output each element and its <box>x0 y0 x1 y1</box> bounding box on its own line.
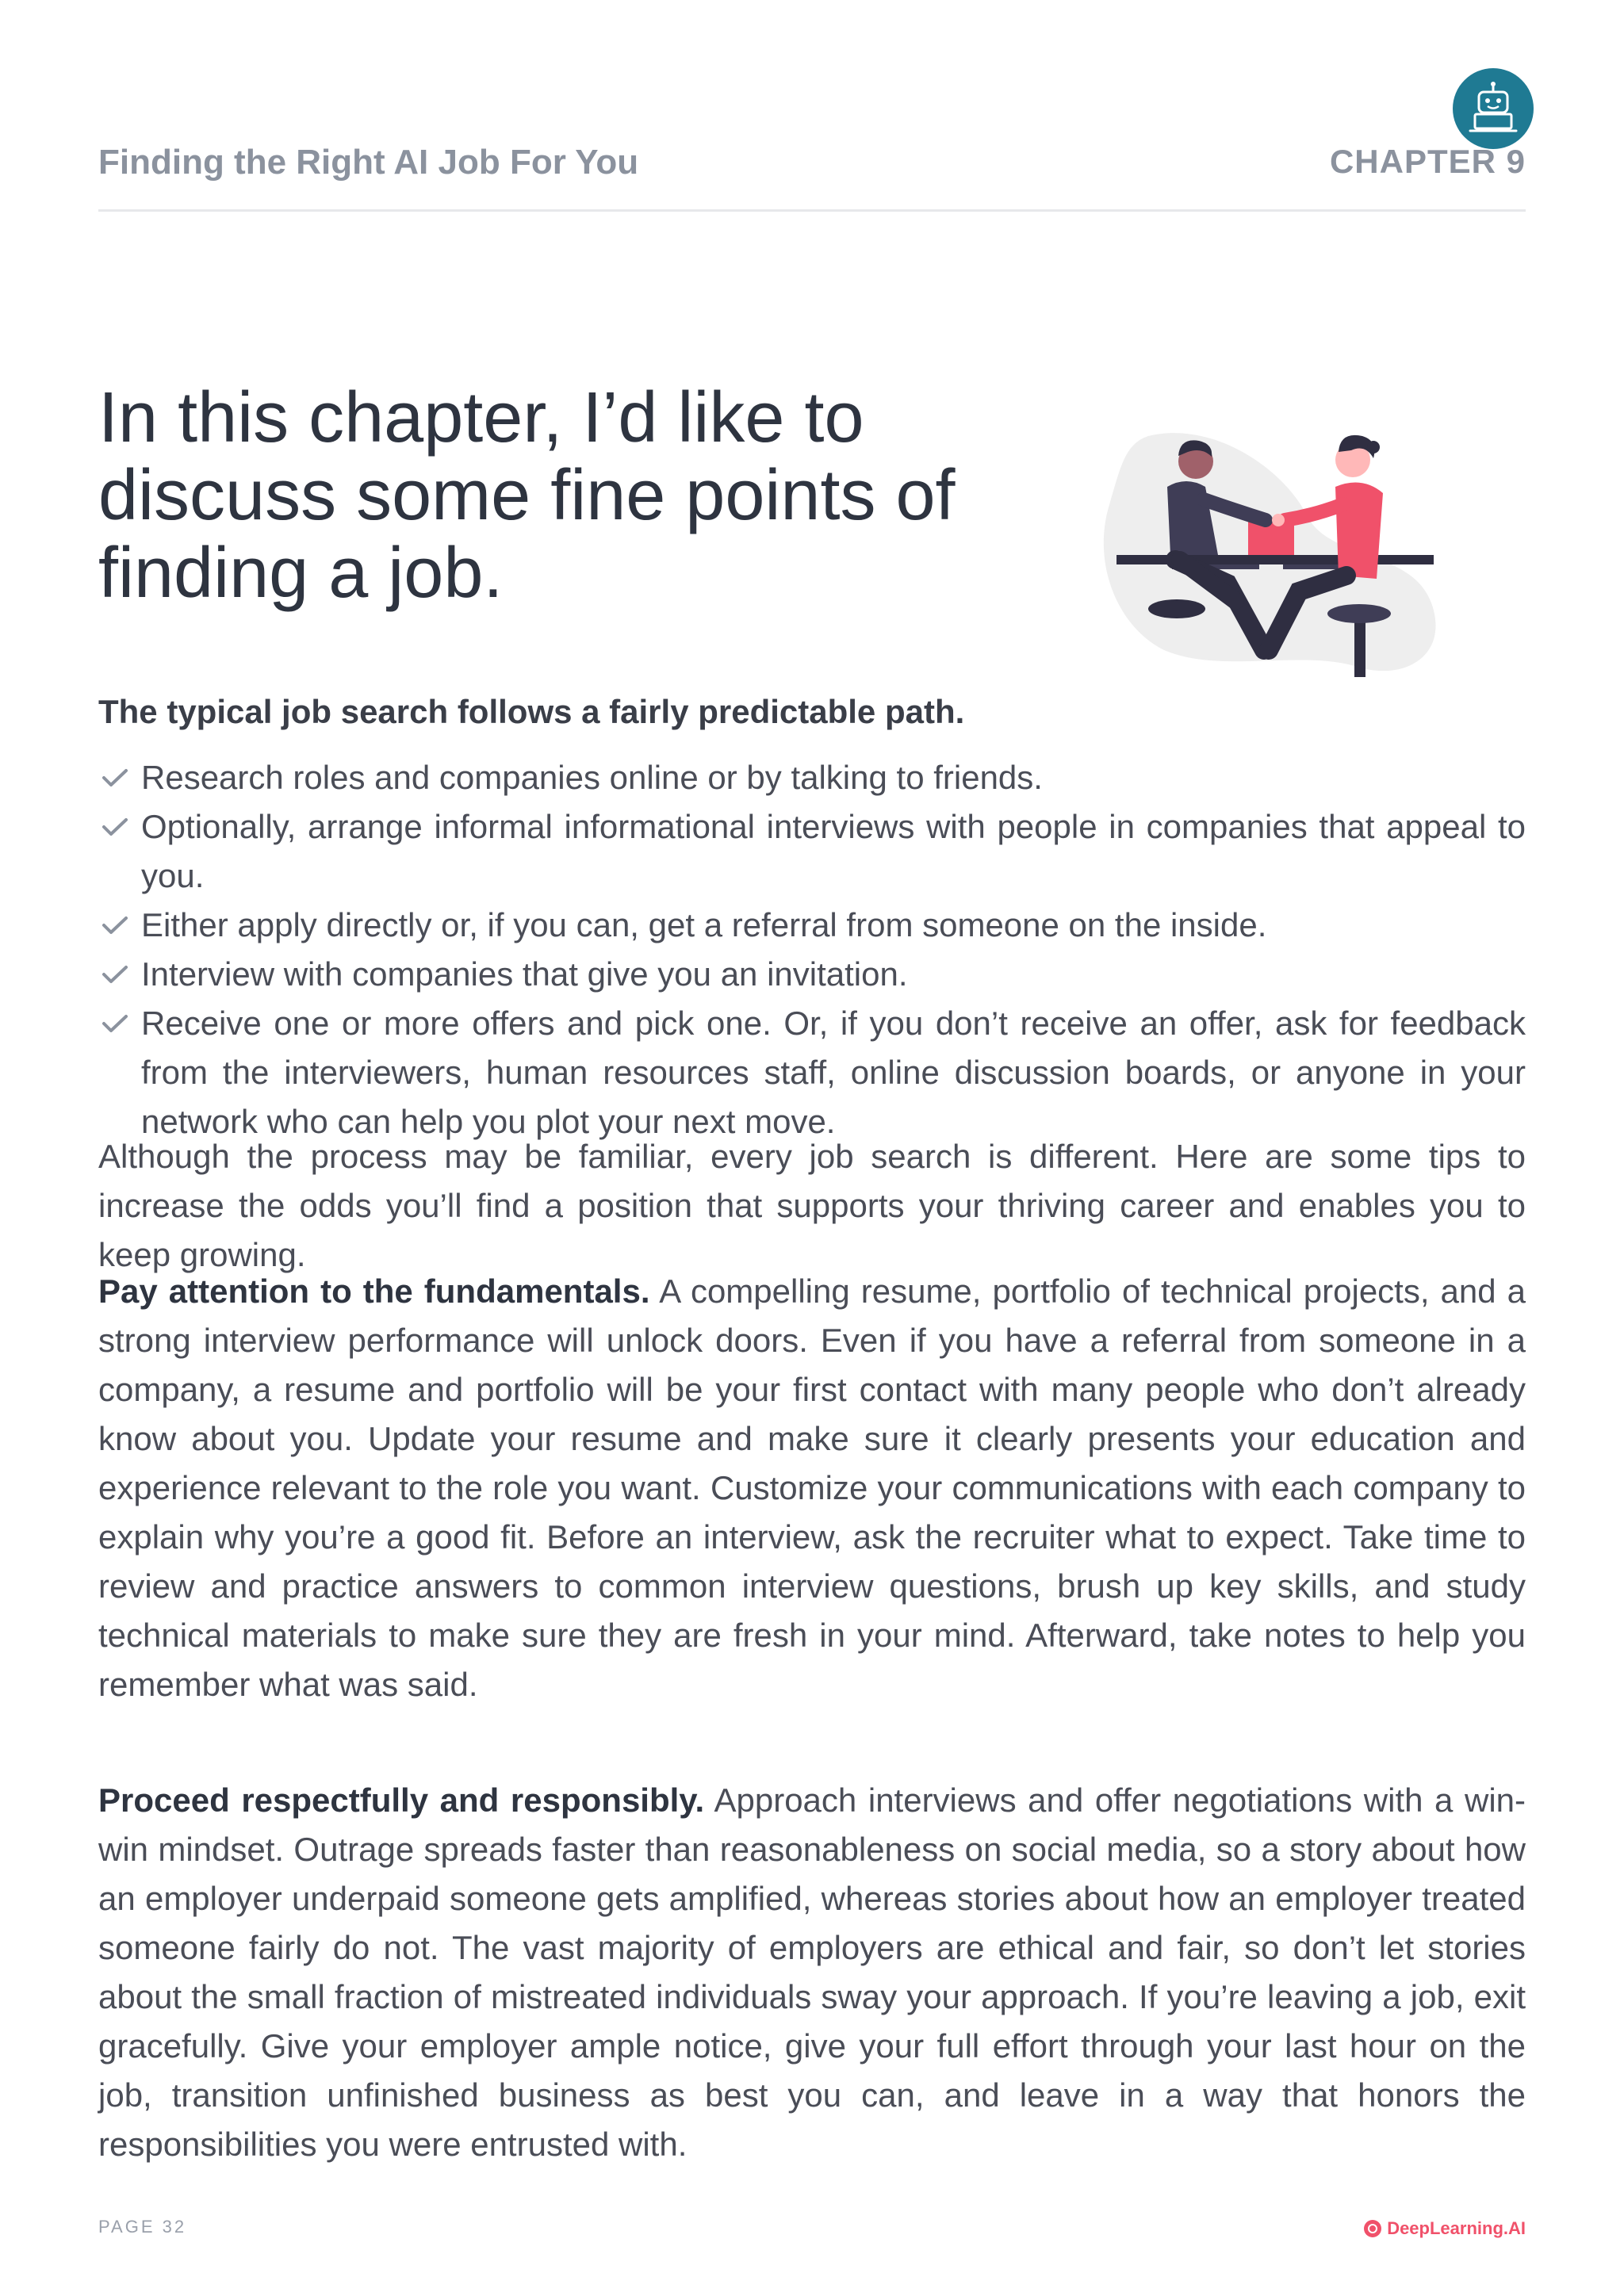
chapter-label: CHAPTER 9 <box>1329 143 1526 180</box>
list-item <box>98 901 1526 950</box>
brand-name: DeepLearning.AI <box>1387 2218 1526 2238</box>
respect-heading: Proceed respectfully and responsibly. <box>98 1781 705 1819</box>
list-item <box>98 950 1526 999</box>
deeplearning-logo-icon <box>1363 2219 1382 2238</box>
list-item-text: Interview with companies that give you an invitation. <box>141 955 908 993</box>
respect-body: Approach interviews and offer negotiations with a win-win mindset. Outrage spreads faster than reasonableness on social media, so a story about how an employer underpaid someone gets amplified, whereas stories about how an employer treated someone fairly do not. The vast majority of employers are ethical and fair, so don’t let stories about the small fraction of mistreated individuals sway your approach. If you’re leaving a job, exit gracefully. Give your employer ample notice, give your full effort through your last hour on the job, transition unfinished business as best you can, and leave in a way that honors the responsibilities you were entrusted with. <box>98 1781 1526 2163</box>
intro-paragraph: Although the process may be familiar, every job search is different. Here are some tips to increase the odds you’ll find a position that supports your thriving career and enables you to keep growing. <box>98 1138 1526 1273</box>
list-item <box>98 999 1526 1146</box>
checkmark-icon <box>102 1013 128 1034</box>
fundamentals-body: A compelling resume, portfolio of technical projects, and a strong interview performance will unlock doors. Even if you have a referral from someone in a company, a resume and portfolio will be your first contact with many people who don’t already know about you. Update your resume and make sure it clearly presents your education and experience relevant to the role you want. Customize your communications with each company to explain why you’re a good fit. Before an interview, ask the recruiter what to expect. Take time to review and practice answers to common interview questions, brush up key skills, and study technical materials to make sure they are fresh in your mind. Afterward, take notes to help you remember what was said. <box>98 1272 1526 1703</box>
list-item-text: Either apply directly or, if you can, get a referral from someone on the inside. <box>141 906 1267 943</box>
checkmark-icon <box>102 964 128 985</box>
handshake-meeting-illustration <box>1101 420 1450 682</box>
list-item-text: Research roles and companies online or by talking to friends. <box>141 759 1043 796</box>
job-search-steps <box>98 753 1526 1146</box>
fundamentals-paragraph <box>98 1267 1526 1709</box>
checkmark-icon <box>102 767 128 788</box>
running-header-title: Finding the Right AI Job For You <box>98 143 639 182</box>
list-item <box>98 802 1526 901</box>
list-item-text: Optionally, arrange informal informational interviews with people in companies that appeal to you. <box>141 808 1526 894</box>
list-item-text: Receive one or more offers and pick one. Or, if you don’t receive an offer, ask for feedback from the interviewers, human resources staff, online discussion boards, or anyone in your network who can help you plot your next move. <box>141 1004 1526 1140</box>
checkmark-icon <box>102 817 128 837</box>
respect-paragraph <box>98 1776 1526 2169</box>
header-divider <box>98 209 1526 212</box>
chapter-headline: In this chapter, I’d like to discuss some fine points of finding a job. <box>98 378 956 613</box>
fundamentals-heading: Pay attention to the fundamentals. <box>98 1272 650 1310</box>
lead-sentence: The typical job search follows a fairly predictable path. <box>98 693 965 730</box>
brand-logo <box>1363 2218 1526 2239</box>
checkmark-icon <box>102 915 128 936</box>
list-item <box>98 753 1526 802</box>
page-number: PAGE 32 <box>98 2217 187 2237</box>
robot-laptop-icon <box>1453 68 1534 149</box>
